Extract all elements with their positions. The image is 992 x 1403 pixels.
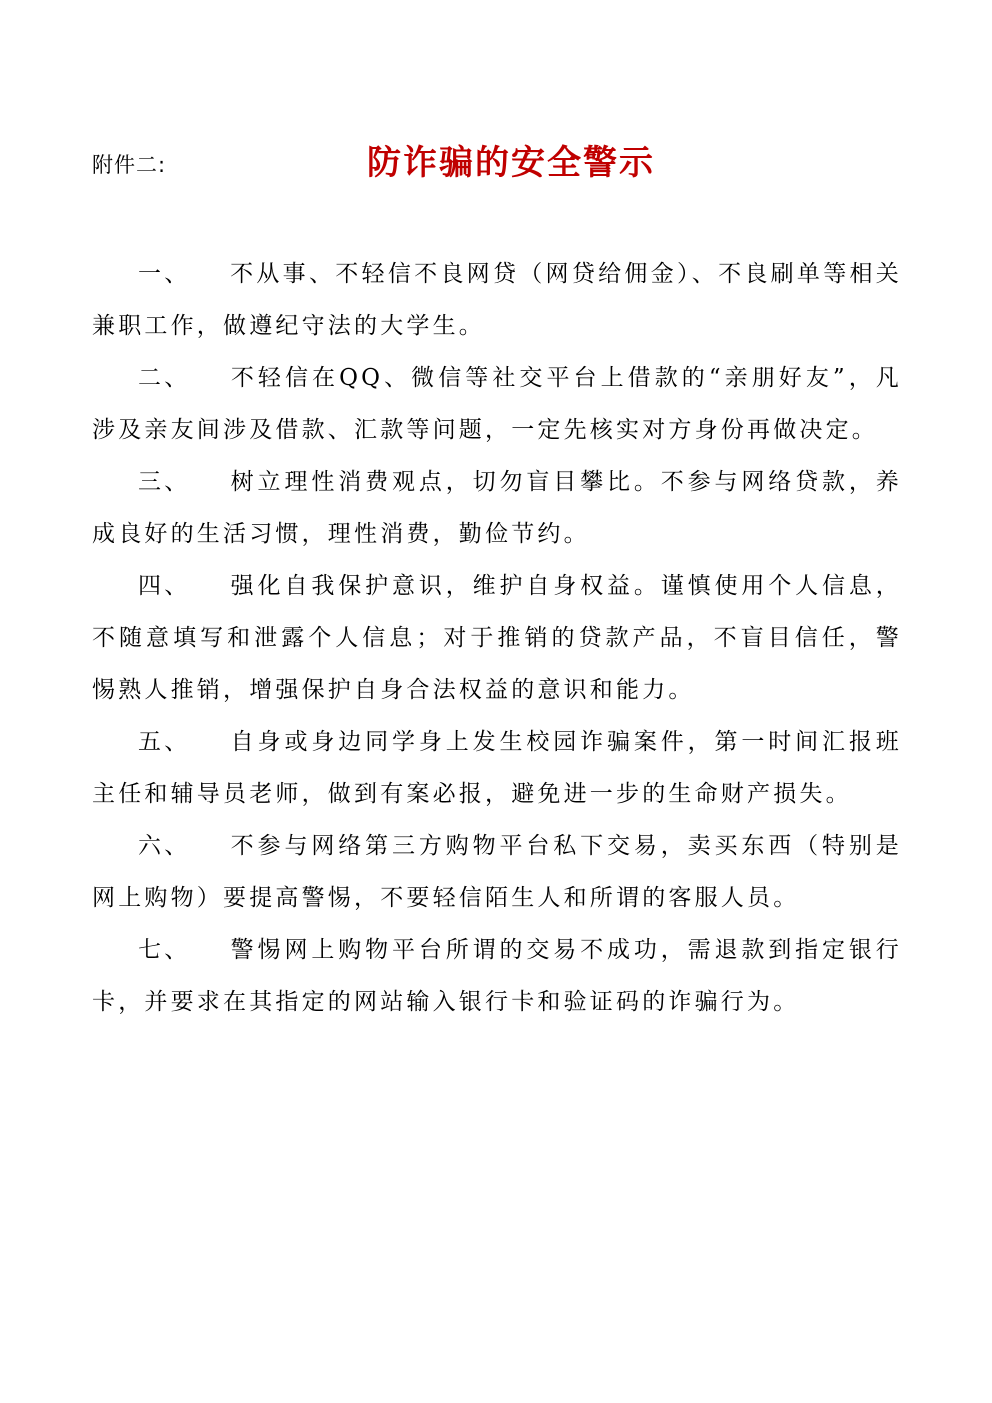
document-title: 防诈骗的安全警示 bbox=[367, 143, 655, 183]
warning-item-1 bbox=[92, 248, 902, 352]
item-number: 三、 bbox=[138, 469, 191, 495]
warning-item-5 bbox=[92, 716, 902, 820]
item-text: 不轻信在QQ、微信等社交平台上借款的“亲朋好友”，凡涉及亲友间涉及借款、汇款等问题，一定先核实对方身份再做决定。 bbox=[92, 365, 902, 443]
item-number: 四、 bbox=[138, 573, 191, 599]
item-number: 五、 bbox=[138, 729, 191, 755]
item-number: 二、 bbox=[138, 365, 191, 391]
warning-item-3 bbox=[92, 456, 902, 560]
item-text: 强化自我保护意识，维护自身权益。谨慎使用个人信息，不随意填写和泄露个人信息；对于推销的贷款产品，不盲目信任，警惕熟人推销，增强保护自身合法权益的意识和能力。 bbox=[92, 573, 902, 703]
item-number: 六、 bbox=[138, 833, 191, 859]
warning-list bbox=[92, 248, 902, 1028]
item-number: 一、 bbox=[138, 261, 191, 287]
item-text: 树立理性消费观点，切勿盲目攀比。不参与网络贷款，养成良好的生活习惯，理性消费，勤俭节约。 bbox=[92, 469, 902, 547]
attachment-label: 附件二: bbox=[92, 153, 167, 177]
warning-item-2 bbox=[92, 352, 902, 456]
warning-item-7 bbox=[92, 924, 902, 1028]
item-text: 不从事、不轻信不良网贷（网贷给佣金）、不良刷单等相关兼职工作，做遵纪守法的大学生。 bbox=[92, 261, 902, 339]
item-text: 不参与网络第三方购物平台私下交易，卖买东西（特别是网上购物）要提高警惕，不要轻信陌生人和所谓的客服人员。 bbox=[92, 833, 902, 911]
item-text: 警惕网上购物平台所谓的交易不成功，需退款到指定银行卡，并要求在其指定的网站输入银行卡和验证码的诈骗行为。 bbox=[92, 937, 902, 1015]
warning-item-6 bbox=[92, 820, 902, 924]
warning-item-4 bbox=[92, 560, 902, 716]
item-number: 七、 bbox=[138, 937, 191, 963]
item-text: 自身或身边同学身上发生校园诈骗案件，第一时间汇报班主任和辅导员老师，做到有案必报，避免进一步的生命财产损失。 bbox=[92, 729, 902, 807]
